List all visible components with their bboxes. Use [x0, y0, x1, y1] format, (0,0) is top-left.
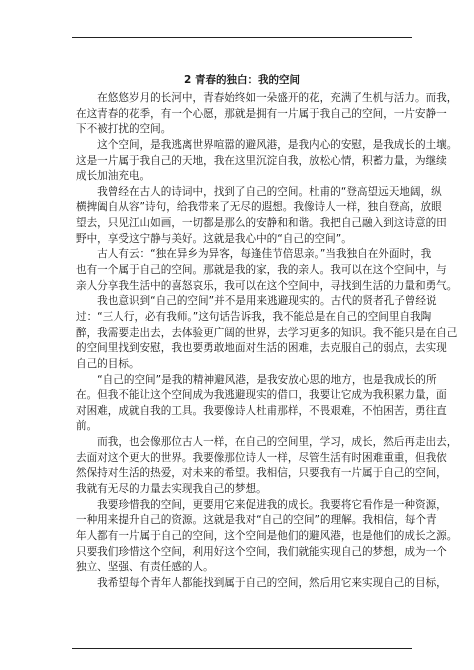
text-line: 野中，享受这宁静与美好。这就是我心中的“自己的空间”。 — [76, 232, 352, 245]
text-line: 醉，我需要走出去，去体验更广阔的世界，去学习更多的知识。我不能只是在自己 — [76, 326, 458, 339]
text-line: 我曾经在古人的诗词中，找到了自己的空间。杜甫的“登高望远天地阔，纵 — [76, 185, 442, 198]
text-line: 只要我们珍惜这个空间，利用好这个空间，我们就能实现自己的梦想，成为一个 — [76, 545, 447, 558]
text-line: 横捭阖自从容”诗句，给我带来了无尽的遐想。我像诗人一样，独自登高，放眼 — [76, 201, 442, 214]
header-rule — [72, 37, 412, 38]
text-line: 在悠悠岁月的长河中，青春始终如一朵盛开的花，充满了生机与活力。而我， — [76, 92, 458, 104]
paragraph — [76, 138, 458, 185]
document-title: 2 青春的独白：我的空间 — [184, 74, 300, 86]
text-line: 然保持对生活的热爱，对未来的希望。我相信，只要我有一片属于自己的空间， — [76, 467, 447, 480]
text-line: 成长加油充电。 — [76, 170, 151, 183]
paragraph — [76, 247, 458, 294]
text-line: 一种用来提升自己的资源。这就是我对“自己的空间”的理解。我相信，每个青 — [76, 514, 437, 527]
text-line: 望去，只见江山如画，一切都是那么的安静和和谐。我把自己融入到这诗意的田 — [76, 217, 447, 230]
text-line: 也有一个属于自己的空间。那就是我的家，我的亲人。我可以在这个空间中，与 — [76, 264, 447, 277]
text-line: 我就有无尽的力量去实现我自己的梦想。 — [76, 483, 267, 496]
text-line: 对困难，成就自我的工具。我要像诗人杜甫那样，不畏艰难，不怕困苦，勇往直 — [76, 404, 447, 417]
text-line: 而我，也会像那位古人一样，在自己的空间里，学习，成长，然后再走出去， — [76, 436, 458, 449]
text-line: 在这青春的花季，有一个心愿，那就是拥有一片属于我自己的空间，一片安静一 — [76, 107, 447, 120]
footer-rule — [72, 648, 412, 649]
text-line: 前。 — [76, 420, 98, 433]
text-line: 独立、坚强、有责任感的人。 — [76, 561, 214, 574]
paragraph — [76, 498, 458, 576]
text-line: 古人有云：“独在异乡为异客，每逢佳节倍思亲。”当我独自在外面时，我 — [76, 248, 432, 261]
paragraph — [76, 91, 458, 138]
text-line: 的空间里找到安慰，我也要勇敢地面对生活的困难，去克服自己的弱点，去实现 — [76, 342, 447, 355]
text-line: 在。但我不能让这个空间成为我逃避现实的借口，我要让它成为我积累力量，面 — [76, 389, 447, 402]
text-line: 我要珍惜我的空间，更要用它来促进我的成长。我要将它看作是一种资源， — [76, 498, 447, 511]
paragraph — [76, 373, 447, 436]
document-body — [76, 91, 458, 592]
text-line: 这个空间，是我逃离世界喧嚣的避风港，是我内心的安慰，是我成长的土壤。 — [76, 138, 458, 151]
text-line: 下不被打扰的空间。 — [76, 123, 172, 136]
text-line: 我也意识到“自己的空间”并不是用来逃避现实的。古代的贤者孔子曾经说 — [76, 295, 437, 308]
text-line: 我希望每个青年人都能找到属于自己的空间，然后用它来实现自己的目标， — [76, 576, 447, 589]
text-line: 去面对这个更大的世界。我要像那位诗人一样，尽管生活有时困难重重，但我依 — [76, 451, 447, 464]
text-line: “自己的空间”是我的精神避风港，是我安放心思的地方，也是我成长的所 — [76, 373, 437, 386]
text-line: 亲人分享我生活中的喜怒哀乐，我可以在这个空间中，寻找到生活的力量和勇气。 — [76, 279, 458, 292]
paragraph — [76, 576, 447, 592]
text-line: 这是一片属于我自己的天地，我在这里沉淀自我，放松心情，积蓄力量，为继续 — [76, 154, 447, 167]
text-line: 年人都有一片属于自己的空间，这个空间是他们的避风港，也是他们的成长之源。 — [76, 529, 458, 542]
text-line: 自己的目标。 — [76, 357, 140, 370]
text-line: 过：“三人行，必有我师。”这句话告诉我，我不能总是在自己的空间里自我陶 — [76, 310, 432, 323]
paragraph — [76, 435, 458, 498]
paragraph — [76, 294, 458, 372]
paragraph — [76, 185, 447, 248]
